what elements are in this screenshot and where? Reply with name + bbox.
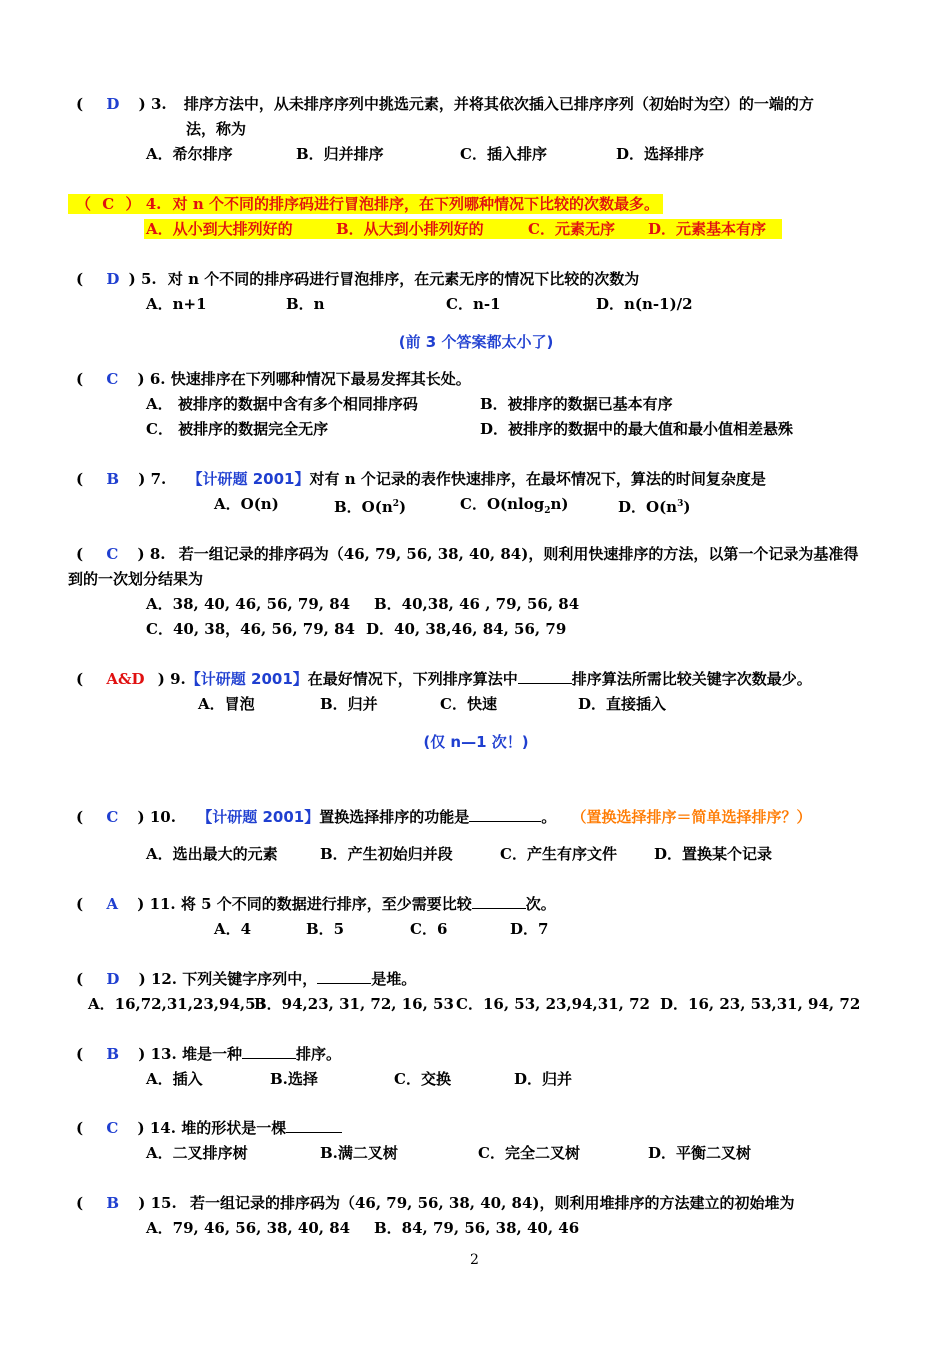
option-a: A．4 bbox=[214, 920, 252, 938]
option-a: A．79, 46, 56, 38, 40, 84 bbox=[146, 1219, 351, 1237]
fill-blank bbox=[317, 969, 371, 984]
question-stem-after: 。 bbox=[541, 808, 557, 826]
fill-blank bbox=[472, 894, 526, 909]
paren-open: ( bbox=[76, 895, 84, 913]
paren-open: ( bbox=[76, 670, 84, 688]
paren-close: ) bbox=[137, 808, 145, 826]
paren-close: ) bbox=[138, 470, 146, 488]
option-a: A． 被排序的数据中含有多个相同排序码 bbox=[146, 395, 418, 413]
paren-close: ) bbox=[138, 970, 146, 988]
options-row bbox=[146, 619, 567, 639]
question-4 bbox=[68, 194, 663, 214]
option-c: C．6 bbox=[410, 920, 448, 938]
answer: D bbox=[106, 270, 120, 288]
question-3 bbox=[76, 94, 814, 114]
option-c: C．快速 bbox=[440, 695, 497, 713]
option-d: D．平衡二叉树 bbox=[648, 1144, 752, 1162]
option-d-close: ) bbox=[683, 498, 691, 516]
question-11 bbox=[76, 894, 556, 914]
paren-close: ) bbox=[137, 1119, 145, 1137]
question-6 bbox=[76, 369, 471, 389]
option-b-exponent: 2 bbox=[392, 499, 400, 509]
option-c: C．完全二叉树 bbox=[478, 1144, 580, 1162]
options-row bbox=[146, 394, 673, 414]
paren-close: ） bbox=[125, 195, 141, 213]
options-row bbox=[214, 919, 549, 939]
paren-open: ( bbox=[76, 470, 84, 488]
question-stem: 在最好情况下，下列排序算法中 bbox=[307, 670, 518, 688]
question-8 bbox=[76, 544, 858, 564]
option-c: C．16, 53, 23,94,31, 72 bbox=[456, 995, 650, 1013]
option-b-close: ) bbox=[399, 498, 407, 516]
option-d: D．被排序的数据中的最大值和最小值相差悬殊 bbox=[480, 420, 794, 438]
options-row bbox=[146, 1069, 573, 1089]
options-row bbox=[146, 1143, 752, 1163]
options-row bbox=[146, 594, 580, 614]
options-row bbox=[146, 294, 693, 314]
answer: B bbox=[106, 470, 120, 488]
question-stem: 下列关键字序列中， bbox=[182, 970, 318, 988]
question-number: 14. bbox=[149, 1119, 176, 1137]
options-row bbox=[144, 219, 782, 239]
fill-blank bbox=[518, 669, 572, 684]
options-row bbox=[88, 994, 861, 1014]
option-a: A．O(n) bbox=[214, 495, 279, 513]
question-stem: 对有 n 个记录的表作快速排序，在最坏情况下，算法的时间复杂度是 bbox=[309, 470, 766, 488]
question-13 bbox=[76, 1044, 341, 1064]
answer: B bbox=[106, 1194, 120, 1212]
fill-blank bbox=[286, 1118, 342, 1133]
answer: A bbox=[106, 895, 118, 913]
paren-open: ( bbox=[76, 1045, 84, 1063]
option-d: D．选择排序 bbox=[616, 145, 705, 163]
option-b: B.满二叉树 bbox=[320, 1144, 398, 1162]
paren-close: ) bbox=[138, 1194, 146, 1212]
question-stem-continued: 到的一次划分结果为 bbox=[68, 570, 204, 588]
option-d: D．7 bbox=[510, 920, 549, 938]
exam-tag: 【计研题 2001】 bbox=[187, 470, 310, 488]
option-d: D．n(n-1)/2 bbox=[596, 295, 693, 313]
option-c: C． 被排序的数据完全无序 bbox=[146, 420, 329, 438]
option-d-base: D．O(n bbox=[618, 498, 678, 516]
option-a: A．插入 bbox=[146, 1070, 203, 1088]
question-number: 12. bbox=[150, 970, 178, 988]
answer: C bbox=[106, 808, 119, 826]
question-number: 6. bbox=[149, 370, 166, 388]
option-b: B.选择 bbox=[270, 1070, 318, 1088]
option-c: C．40, 38，46, 56, 79, 84 bbox=[146, 620, 355, 638]
question-12 bbox=[76, 969, 416, 989]
paren-open: ( bbox=[76, 1119, 84, 1137]
question-stem: 对 n 个不同的排序码进行冒泡排序，在下列哪种情况下比较的次数最多。 bbox=[172, 195, 659, 213]
question-15 bbox=[76, 1193, 795, 1213]
exam-tag: 【计研题 2001】 bbox=[197, 808, 320, 826]
answer: D bbox=[106, 95, 120, 113]
answer: A&D bbox=[106, 670, 145, 688]
option-d: D．元素基本有序 bbox=[648, 220, 767, 238]
option-c-base: C．O(nlog bbox=[460, 495, 545, 513]
paren-close: ) bbox=[137, 370, 145, 388]
option-b: B．40,38, 46 , 79, 56, 84 bbox=[374, 595, 580, 613]
option-b: B．被排序的数据已基本有序 bbox=[480, 395, 673, 413]
option-d-exponent: 3 bbox=[677, 499, 684, 509]
paren-open: （ bbox=[76, 195, 92, 213]
option-c bbox=[460, 494, 568, 521]
paren-open: ( bbox=[76, 545, 84, 563]
question-stem: 若一组记录的排序码为（46, 79, 56, 38, 40, 84)，则利用堆排序的方法建立的初始堆为 bbox=[189, 1194, 795, 1212]
question-number: 5. bbox=[140, 270, 157, 288]
option-a: A．38, 40, 46, 56, 79, 84 bbox=[146, 595, 351, 613]
option-b bbox=[334, 494, 406, 517]
options-row bbox=[214, 494, 691, 516]
option-c: C．交换 bbox=[394, 1070, 451, 1088]
option-c: C．产生有序文件 bbox=[500, 845, 617, 863]
option-b: B．归并 bbox=[320, 695, 378, 713]
option-c: C．n-1 bbox=[446, 295, 501, 313]
paren-open: ( bbox=[76, 1194, 84, 1212]
question-number: 7. bbox=[150, 470, 167, 488]
question-stem: 将 5 个不同的数据进行排序，至少需要比较 bbox=[180, 895, 472, 913]
options-row bbox=[146, 844, 773, 864]
option-d: D．直接插入 bbox=[578, 695, 667, 713]
option-a: A．16,72,31,23,94,53 bbox=[88, 995, 266, 1013]
option-d: D．16, 23, 53,31, 94, 72 bbox=[660, 995, 861, 1013]
option-a: A．二叉排序树 bbox=[146, 1144, 248, 1162]
options-row bbox=[146, 419, 794, 439]
question-10 bbox=[76, 807, 811, 827]
question-number: 8. bbox=[149, 545, 166, 563]
question-9 bbox=[76, 669, 812, 689]
paren-open: ( bbox=[76, 970, 84, 988]
option-d: D．置换某个记录 bbox=[654, 845, 773, 863]
option-b: B．归并排序 bbox=[296, 145, 384, 163]
question-5 bbox=[76, 269, 639, 289]
options-row bbox=[146, 144, 705, 164]
option-a: A．n+1 bbox=[146, 295, 207, 313]
paren-close: ) bbox=[138, 1045, 146, 1063]
question-14 bbox=[76, 1118, 342, 1138]
question-number: 9. bbox=[170, 670, 186, 688]
answer: C bbox=[106, 370, 119, 388]
question-stem-after: 排序。 bbox=[295, 1045, 341, 1063]
comment: （置换选择排序＝简单选择排序？） bbox=[571, 808, 812, 826]
option-b: B．n bbox=[286, 295, 325, 313]
options-row bbox=[146, 1218, 580, 1238]
question-stem: 堆是一种 bbox=[181, 1045, 242, 1063]
paren-close: ) bbox=[137, 545, 145, 563]
paren-open: ( bbox=[76, 95, 84, 113]
paren-open: ( bbox=[76, 808, 84, 826]
option-a: A．希尔排序 bbox=[146, 145, 233, 163]
question-stem: 排序方法中，从未排序序列中挑选元素，并将其依次插入已排序序列（初始时为空）的一端的方 bbox=[183, 95, 814, 113]
option-c: C．插入排序 bbox=[460, 145, 547, 163]
option-d: D．归并 bbox=[514, 1070, 573, 1088]
answer: C bbox=[102, 195, 115, 213]
paren-close: ) bbox=[138, 95, 146, 113]
answer-note: (仅 n—1 次！) bbox=[423, 733, 529, 751]
option-b: B．94,23, 31, 72, 16, 53 bbox=[254, 995, 454, 1013]
question-stem: 置换选择排序的功能是 bbox=[319, 808, 470, 826]
question-stem-after: 排序算法所需比较关键字次数最少。 bbox=[571, 670, 812, 688]
option-d bbox=[618, 494, 690, 517]
question-stem: 堆的形状是一棵 bbox=[181, 1119, 287, 1137]
question-7 bbox=[76, 469, 766, 489]
question-stem-after: 是堆。 bbox=[371, 970, 417, 988]
question-stem-after: 次。 bbox=[525, 895, 556, 913]
option-a: A．选出最大的元素 bbox=[146, 845, 278, 863]
option-a: A．从小到大排列好的 bbox=[146, 220, 293, 238]
option-b-base: B．O(n bbox=[334, 498, 393, 516]
answer: D bbox=[106, 970, 120, 988]
question-stem: 对 n 个不同的排序码进行冒泡排序，在元素无序的情况下比较的次数为 bbox=[167, 270, 640, 288]
option-c-subscript: 2 bbox=[544, 506, 551, 516]
option-c-close: n) bbox=[550, 495, 569, 513]
answer: B bbox=[106, 1045, 120, 1063]
paren-close: ) bbox=[157, 670, 165, 688]
option-b: B．5 bbox=[306, 920, 345, 938]
paren-open: ( bbox=[76, 270, 84, 288]
question-number: 11. bbox=[149, 895, 176, 913]
question-number: 3. bbox=[150, 95, 167, 113]
paren-close: ) bbox=[128, 270, 136, 288]
option-b: B．从大到小排列好的 bbox=[336, 220, 484, 238]
question-stem-continued: 法，称为 bbox=[186, 120, 247, 138]
option-b: B．产生初始归并段 bbox=[320, 845, 453, 863]
option-b: B．84, 79, 56, 38, 40, 46 bbox=[374, 1219, 580, 1237]
option-c: C．元素无序 bbox=[528, 220, 615, 238]
question-number: 4. bbox=[145, 195, 162, 213]
page-number: 2 bbox=[470, 1252, 479, 1268]
question-number: 13. bbox=[150, 1045, 177, 1063]
exam-tag: 【计研题 2001】 bbox=[185, 670, 308, 688]
question-stem: 快速排序在下列哪种情况下最易发挥其长处。 bbox=[170, 370, 471, 388]
paren-close: ) bbox=[137, 895, 145, 913]
question-number: 15. bbox=[150, 1194, 177, 1212]
answer: C bbox=[106, 545, 119, 563]
fill-blank bbox=[469, 807, 541, 822]
question-stem: 若一组记录的排序码为（46, 79, 56, 38, 40, 84)，则利用快速排序的方法，以第一个记录为基准得 bbox=[178, 545, 859, 563]
option-d: D．40, 38,46, 84, 56, 79 bbox=[366, 620, 567, 638]
option-a: A．冒泡 bbox=[198, 695, 255, 713]
question-number: 10. bbox=[149, 808, 176, 826]
answer: C bbox=[106, 1119, 119, 1137]
fill-blank bbox=[242, 1044, 296, 1059]
options-row bbox=[198, 694, 667, 714]
paren-open: ( bbox=[76, 370, 84, 388]
answer-note: (前 3 个答案都太小了) bbox=[398, 333, 554, 351]
